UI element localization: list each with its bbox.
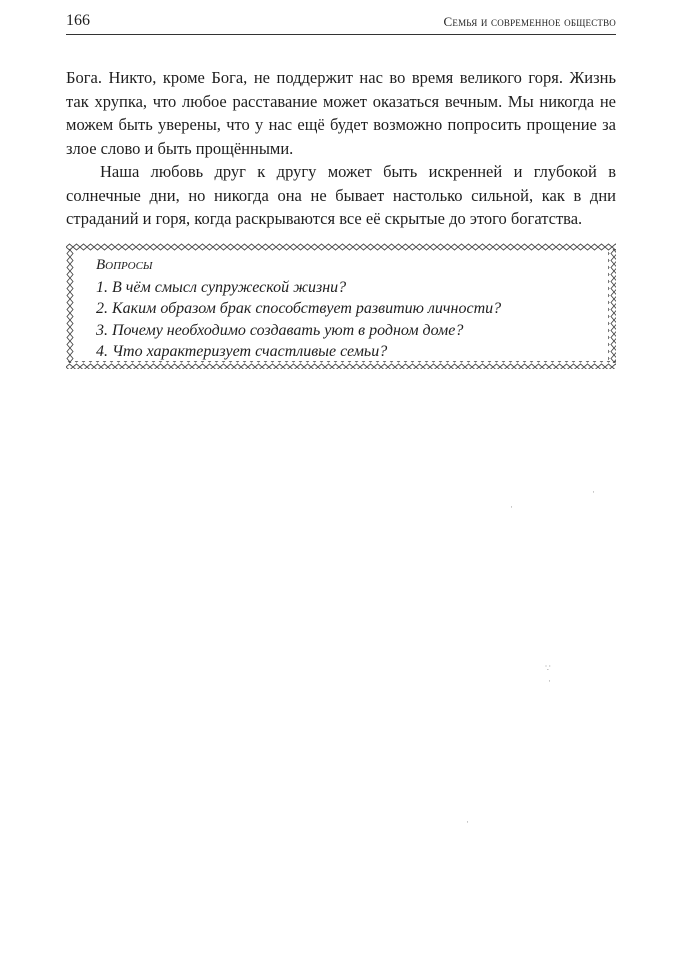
questions-box [66, 243, 616, 369]
question-item: 1. В чём смысл супружеской жизни? [96, 278, 347, 296]
question-item: 4. Что характеризует счастливые семьи? [96, 343, 388, 360]
page-header [66, 12, 616, 35]
question-item: 3. Почему необходимо создавать уют в родном доме? [96, 321, 464, 339]
scan-speck: · [466, 817, 469, 827]
scan-speck: · [592, 487, 595, 497]
questions-content [96, 255, 596, 363]
scan-speck: · [510, 502, 513, 512]
paragraph-continuation: Бога. Никто, кроме Бога, не поддержит нас во время великого горя. Жизнь так хрупка, что любое расставание может оказаться вечным. Мы никогда не можем быть уверены, что у нас ещё будет возможно попросить прощение за злое слово и быть прощёнными. [66, 68, 616, 158]
paragraph: Наша любовь друг к другу может быть искренней и глубокой в солнечные дни, но никогда она не бывает настолько сильной, как в дни страданий и горя, когда раскрываются все её скрытые до этого богатства. [66, 162, 616, 228]
running-title: Семья и современное общество [443, 14, 616, 29]
page-number: 166 [66, 12, 90, 29]
scan-speck: ∵ [545, 663, 551, 673]
questions-title: Вопросы [96, 257, 153, 273]
question-item: 2. Каким образом брак способствует развитию личности? [96, 300, 502, 317]
scan-speck: · [548, 676, 551, 686]
body-text [66, 66, 616, 231]
